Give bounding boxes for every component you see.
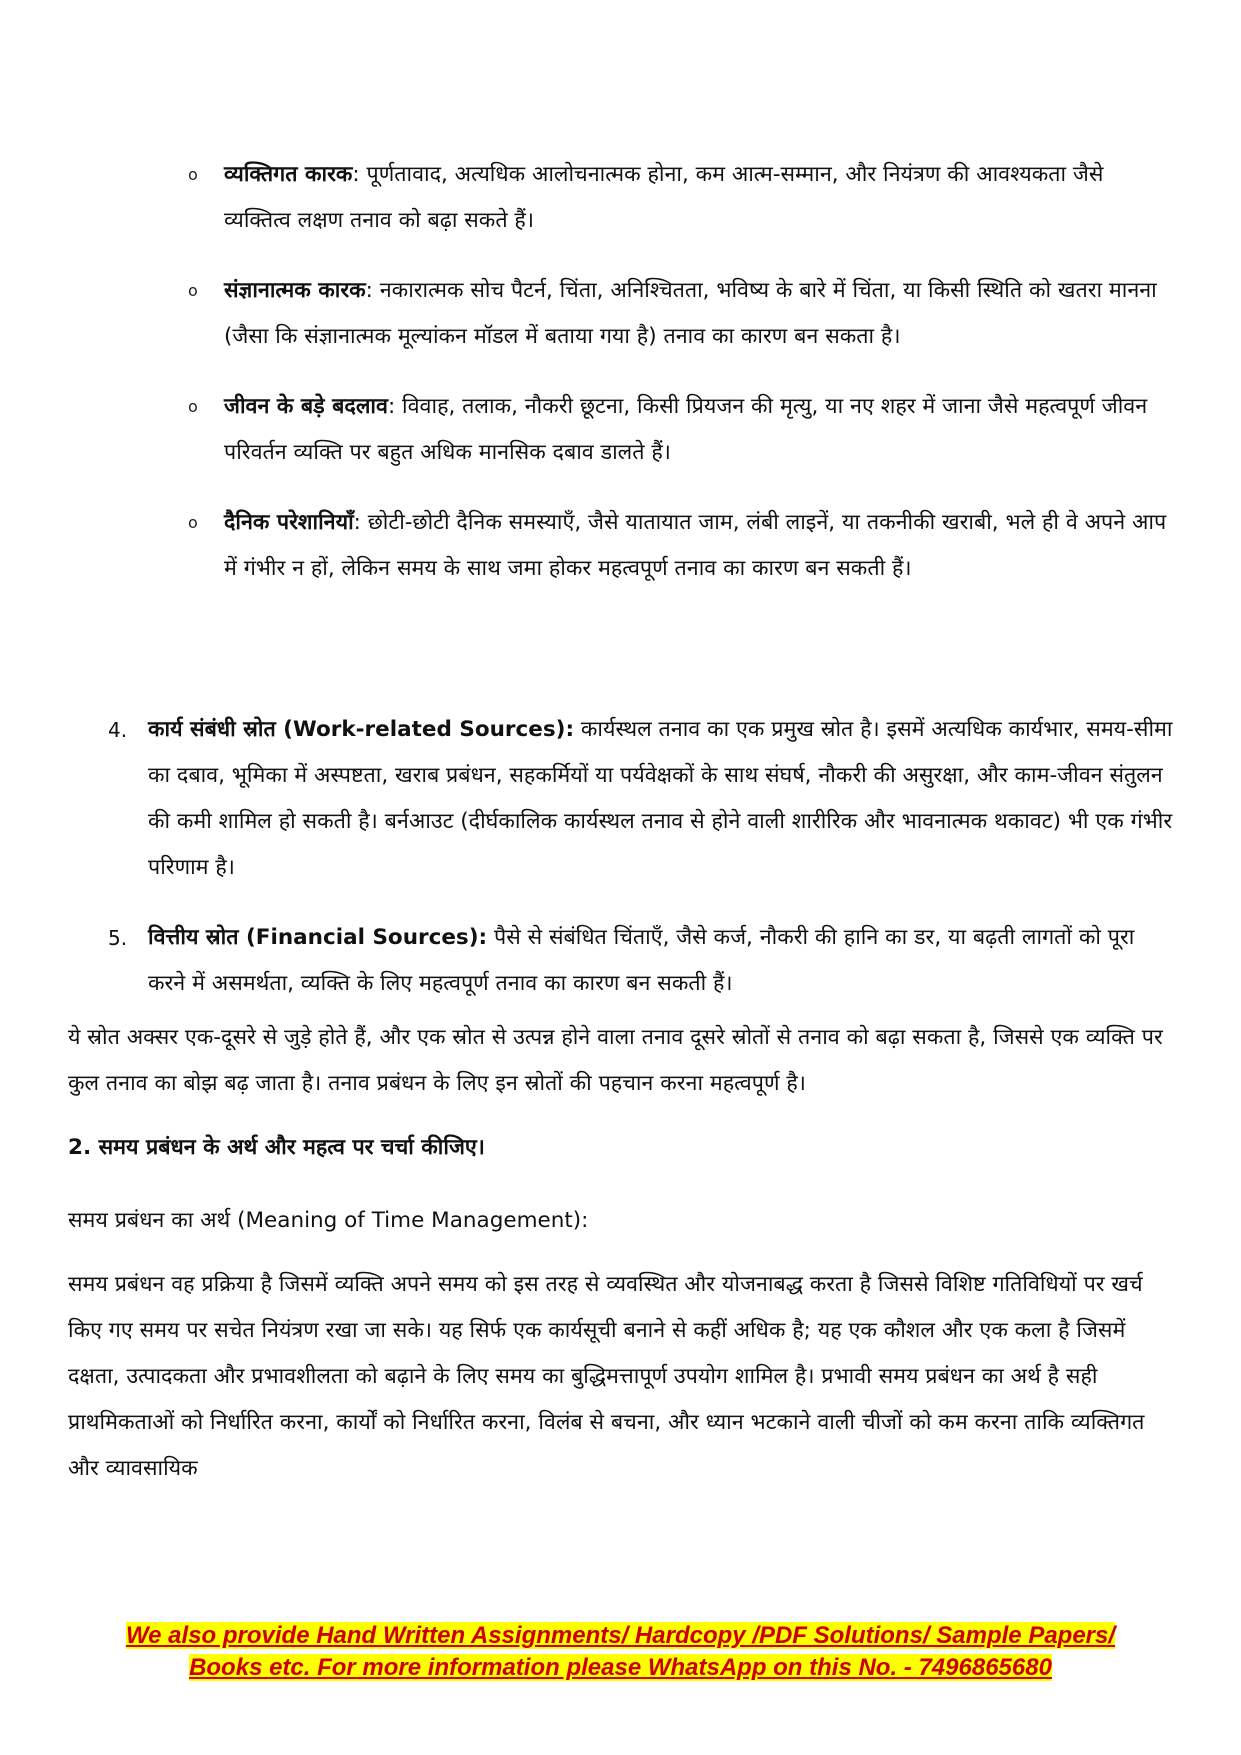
sub-bullet-list <box>188 152 1173 616</box>
item-text: : पूर्णतावाद, अत्यधिक आलोचनात्मक होना, कम आत्म-सम्मान, और नियंत्रण की आवश्यकता जैसे व्यक्तित्व लक्षण तनाव को बढ़ा सकते हैं। <box>224 162 1104 233</box>
circle-bullet-icon: o <box>188 281 198 300</box>
footer-line-1: We also provide Hand Written Assignments/ Hardcopy /PDF Solutions/ Sample Papers/ <box>125 1622 1116 1649</box>
meaning-paragraph: समय प्रबंधन वह प्रक्रिया है जिसमें व्यक्ति अपने समय को इस तरह से व्यवस्थित और योजनाबद्ध करता है जिससे विशिष्ट गतिविधियों पर खर्च किए गए समय पर सचेत नियंत्रण रखा जा सके। यह सिर्फ एक कार्यसूची बनाने से कहीं अधिक है; यह एक कौशल और एक कला है जिसमें दक्षता, उत्पादकता और प्रभावशीलता को बढ़ाने के लिए समय का बुद्धिमत्तापूर्ण उपयोग शामिल है। प्रभावी समय प्रबंधन का अर्थ है सही प्राथमिकताओं को निर्धारित करना, कार्यों को निर्धारित करना, विलंब से बचना, और ध्यान भटकाने वाली चीजों को कम करना ताकि व्यक्तिगत और व्यावसायिक <box>68 1272 1145 1481</box>
summary-paragraph: ये स्रोत अक्सर एक-दूसरे से जुड़े होते हैं, और एक स्रोत से उत्पन्न होने वाला तनाव दूसरे स्रोतों से तनाव को बढ़ा सकता है, जिससे एक व्यक्ति पर कुल तनाव का बोझ बढ़ जाता है। तनाव प्रबंधन के लिए इन स्रोतों की पहचान करना महत्वपूर्ण है। <box>68 1025 1163 1096</box>
item-text: : नकारात्मक सोच पैटर्न, चिंता, अनिश्चितता, भविष्य के बारे में चिंता, या किसी स्थिति को खतरा मानना (जैसा कि संज्ञानात्मक मूल्यांकन मॉडल में बताया गया है) तनाव का कारण बन सकता है। <box>224 278 1157 349</box>
item-text: : विवाह, तलाक, नौकरी छूटना, किसी प्रियजन की मृत्यु, या नए शहर में जाना जैसे महत्वपूर्ण जीवन परिवर्तन व्यक्ति पर बहुत अधिक मानसिक दबाव डालते हैं। <box>224 394 1148 465</box>
item-text: कार्यस्थल तनाव का एक प्रमुख स्रोत है। इसमें अत्यधिक कार्यभार, समय-सीमा का दबाव, भूमिका में अस्पष्टता, खराब प्रबंधन, सहकर्मियों या पर्यवेक्षकों के साथ संघर्ष, नौकरी की असुरक्षा, और काम-जीवन संतुलन की कमी शामिल हो सकती है। बर्नआउट (दीर्घकालिक कार्यस्थल तनाव से होने वाली शारीरिक और भावनात्मक थकावट) भी एक गंभीर परिणाम है। <box>148 717 1173 880</box>
numbered-list <box>108 707 1173 1031</box>
list-item <box>188 384 1173 476</box>
item-term: कार्य संबंधी स्रोत (Work-related Sources): <box>148 717 575 742</box>
promo-footer <box>60 1620 1181 1684</box>
list-item <box>188 500 1173 592</box>
list-number: 5. <box>108 926 128 950</box>
question-heading: 2. समय प्रबंधन के अर्थ और महत्व पर चर्चा कीजिए। <box>68 1135 485 1160</box>
item-text: पैसे से संबंधित चिंताएँ, जैसे कर्ज, नौकरी की हानि का डर, या बढ़ती लागतों को पूरा करने में असमर्थता, व्यक्ति के लिए महत्वपूर्ण तनाव का कारण बन सकती हैं। <box>148 925 1135 996</box>
circle-bullet-icon: o <box>188 513 198 532</box>
circle-bullet-icon: o <box>188 397 198 416</box>
item-text: : छोटी-छोटी दैनिक समस्याएँ, जैसे यातायात जाम, लंबी लाइनें, या तकनीकी खराबी, भले ही वे अपने आप में गंभीर न हों, लेकिन समय के साथ जमा होकर महत्वपूर्ण तनाव का कारण बन सकती हैं। <box>224 510 1167 581</box>
item-term: संज्ञानात्मक कारक <box>224 278 366 303</box>
item-term: जीवन के बड़े बदलाव <box>224 394 388 419</box>
item-term: दैनिक परेशानियाँ <box>224 510 354 535</box>
circle-bullet-icon: o <box>188 165 198 184</box>
list-item <box>188 152 1173 244</box>
footer-line-2: Books etc. For more information please WhatsApp on this No. - 7496865680 <box>189 1654 1052 1681</box>
list-item <box>108 707 1173 891</box>
list-item <box>188 268 1173 360</box>
item-term: वित्तीय स्रोत (Financial Sources): <box>148 925 488 950</box>
list-number: 4. <box>108 718 128 742</box>
meaning-heading: समय प्रबंधन का अर्थ (Meaning of Time Management): <box>68 1208 589 1233</box>
list-item <box>108 915 1173 1007</box>
item-term: व्यक्तिगत कारक <box>224 162 353 187</box>
